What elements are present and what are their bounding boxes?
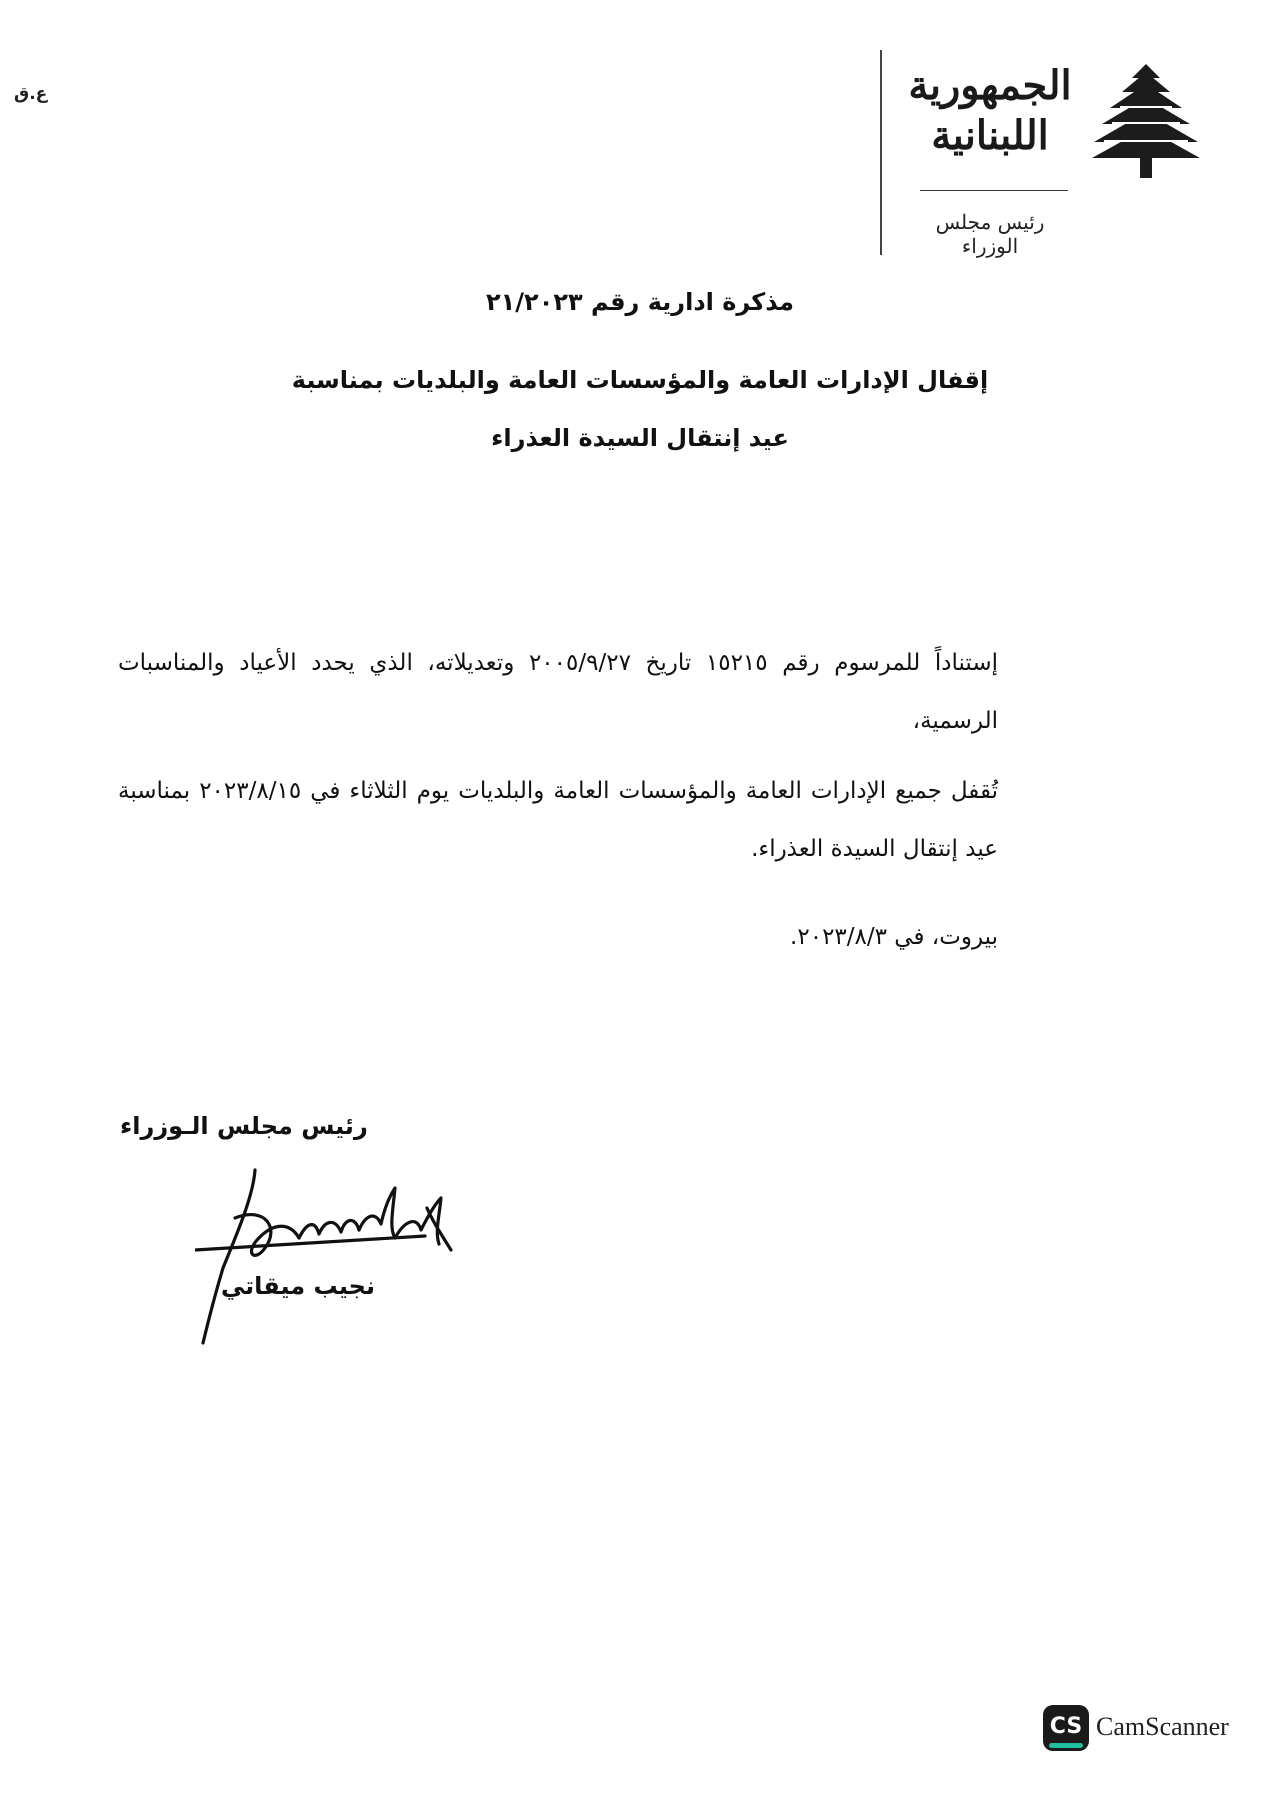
camscanner-logo-icon: CS bbox=[1043, 1705, 1089, 1751]
signatory-title: رئيس مجلس الـوزراء bbox=[120, 1112, 368, 1140]
cedar-emblem-icon bbox=[1090, 62, 1202, 180]
reference-code: ع.ق bbox=[14, 84, 48, 104]
place-and-date: بيروت، في ٢٠٢٣/٨/٣. bbox=[790, 924, 998, 950]
republic-title-line-1: الجمهورية bbox=[908, 62, 1072, 109]
body-paragraph-1: إستناداً للمرسوم رقم ١٥٢١٥ تاريخ ٢٠٠٥/٩/٢٧ وتعديلاته، الذي يحدد الأعياد والمناسبات الرسمية، bbox=[118, 650, 998, 734]
office-subtitle: رئيس مجلس الوزراء bbox=[935, 210, 1045, 258]
subject-line-2: عيد إنتقال السيدة العذراء bbox=[491, 424, 789, 452]
camscanner-watermark: CamScanner bbox=[1096, 1712, 1229, 1741]
subject-line-1: إقفال الإدارات العامة والمؤسسات العامة والبلديات بمناسبة bbox=[291, 366, 989, 394]
handwritten-signature bbox=[195, 1158, 515, 1348]
header-divider bbox=[880, 50, 882, 255]
header-rule bbox=[920, 190, 1068, 191]
signatory-name: نجيب ميقاتي bbox=[220, 1272, 375, 1300]
body-paragraph-2: تُقفل جميع الإدارات العامة والمؤسسات العامة والبلديات يوم الثلاثاء في ٢٠٢٣/٨/١٥ بمناسبة عيد إنتقال السيدة العذراء. bbox=[118, 778, 998, 862]
memo-title: مذكرة ادارية رقم ٢١/٢٠٢٣ bbox=[485, 288, 794, 316]
republic-title-line-2: اللبنانية bbox=[931, 112, 1049, 159]
